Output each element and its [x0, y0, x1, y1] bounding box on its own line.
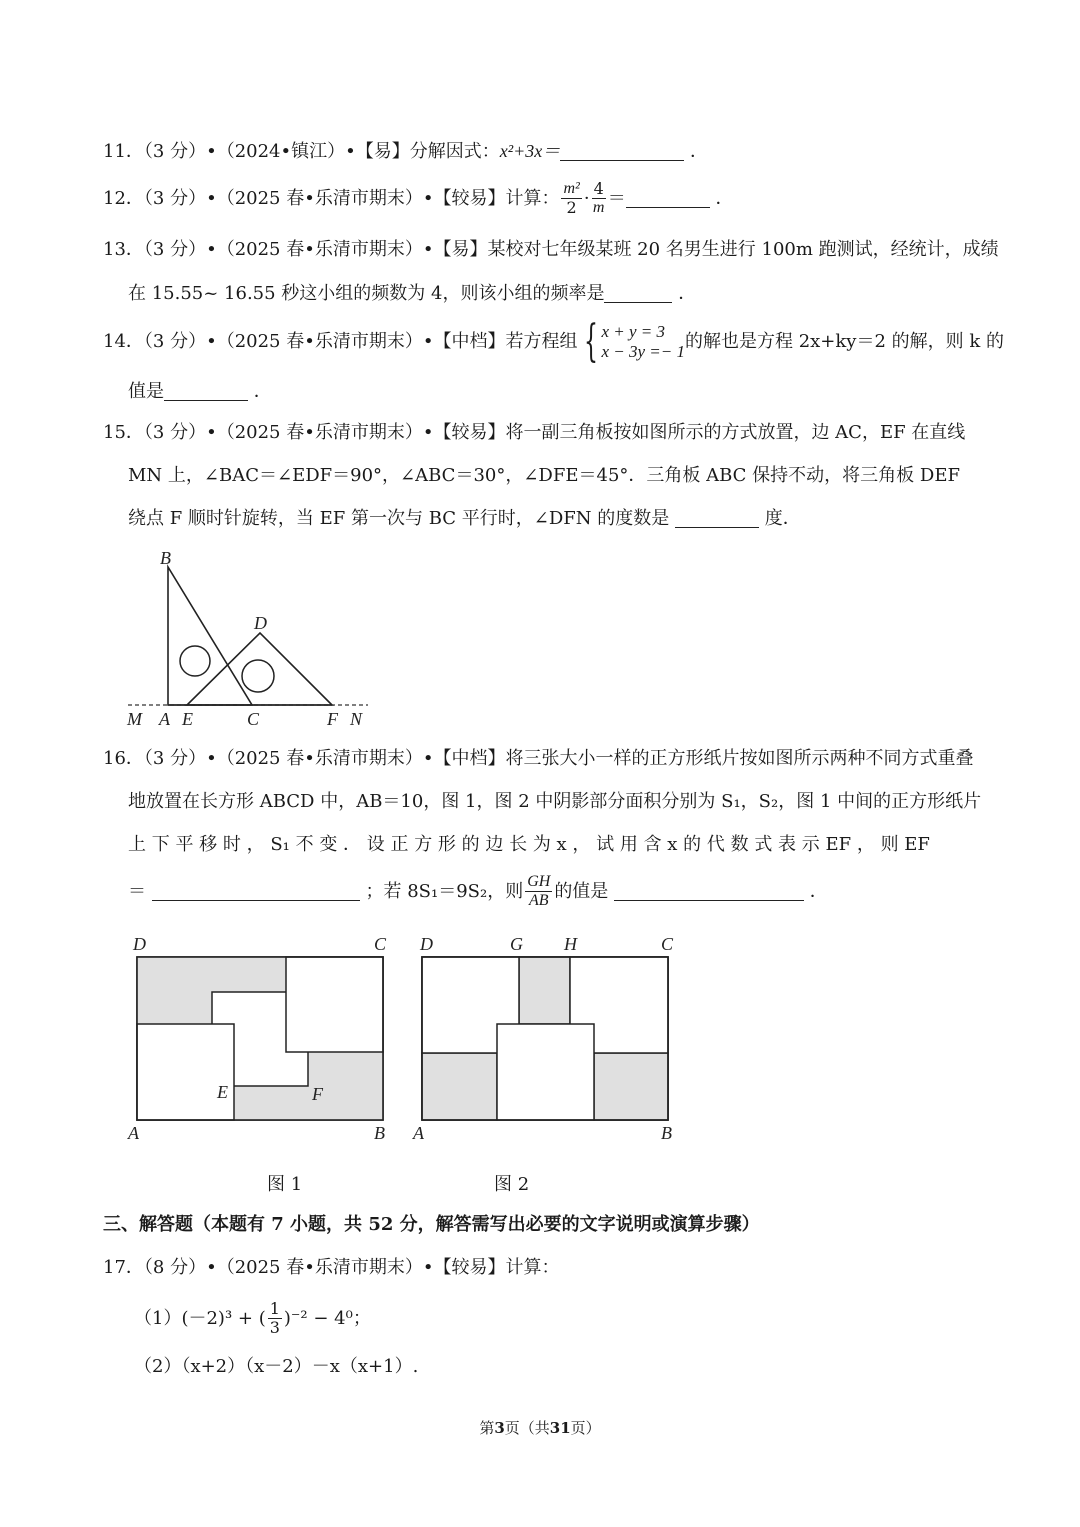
- label-e: E: [182, 709, 193, 729]
- q16-answer-blank-2[interactable]: [614, 882, 804, 901]
- question-12: [103, 180, 733, 218]
- fig2-label-g: G: [510, 934, 523, 954]
- q14-answer-blank[interactable]: [164, 382, 248, 401]
- q16-line2: 地放置在长方形 ABCD 中，AB＝10，图 1，图 2 中阴影部分面积分别为 S₁，S₂，图 1 中间的正方形纸片: [128, 791, 982, 812]
- page-total: 31: [549, 1419, 571, 1437]
- q15-answer-blank[interactable]: [675, 509, 759, 528]
- label-c: C: [247, 709, 260, 729]
- label-m: M: [127, 709, 142, 729]
- label-b: B: [160, 548, 171, 568]
- q16-fraction: $\frac{GH}{AB}$: [527, 873, 551, 910]
- q13-line1: 13．（3 分）•（2025 春•乐清市期末）•【易】某校对七年级某班 20 名男生进行 100m 跑测试，经统计，成绩: [103, 239, 999, 260]
- label-f: F: [327, 709, 338, 729]
- q12-fraction-2: $\frac{4}{m}$: [592, 179, 605, 217]
- q15-line1: 15．（3 分）•（2025 春•乐清市期末）•【较易】将一副三角板按如图所示的方式放置，边 AC，EF 在直线: [103, 422, 966, 443]
- fig1-label-f: F: [312, 1084, 323, 1104]
- triangle-abc: [168, 567, 252, 705]
- q14-equation-system: { x + y = 3 x − 3y =− 1: [584, 316, 685, 367]
- fig1-label-d: D: [133, 934, 146, 954]
- q15-line2: MN 上，∠BAC＝∠EDF＝90°，∠ABC＝30°，∠DFE＝45°．三角板 ABC 保持不动，将三角板 DEF: [128, 465, 960, 486]
- q12-prefix: 12．（3 分）•（2025 春•乐清市期末）•【较易】计算：: [103, 187, 560, 209]
- q17-prefix: 17．（8 分）•（2025 春•乐清市期末）•【较易】计算：: [103, 1257, 560, 1278]
- fig2-label-a: A: [413, 1123, 424, 1143]
- label-d: D: [254, 613, 267, 633]
- figure-2-caption: 图 2: [494, 1174, 530, 1195]
- fig1-label-a: A: [128, 1123, 139, 1143]
- page-number: 3: [494, 1419, 505, 1437]
- label-a: A: [159, 709, 170, 729]
- label-n: N: [350, 709, 363, 729]
- q12-equals: ＝: [607, 187, 626, 209]
- fig1-label-e: E: [217, 1082, 228, 1102]
- fig2-label-c: C: [661, 934, 674, 954]
- triangle-figure: [120, 545, 380, 730]
- q12-answer-blank[interactable]: [626, 189, 710, 208]
- q11-prefix: 11．（3 分）•（2024•镇江）•【易】分解因式：: [103, 141, 500, 162]
- fig1-label-b: B: [374, 1123, 385, 1143]
- q15-line3: 绕点 F 顺时针旋转，当 EF 第一次与 BC 平行时，∠DFN 的度数是 度．: [128, 508, 801, 529]
- q16-answer-blank-1[interactable]: [152, 882, 360, 901]
- fig2-label-h: H: [564, 934, 577, 954]
- fig2-label-d: D: [420, 934, 433, 954]
- fig2-label-b: B: [661, 1123, 672, 1143]
- q16-line4: ＝ ；若 8S₁＝9S₂，则 $\frac{GH}{AB}$ 的值是 ．: [128, 873, 828, 910]
- figure-1: [125, 930, 395, 1145]
- q17-fraction: $\frac{1}{3}$: [269, 1299, 280, 1338]
- triangle-def: [187, 633, 332, 705]
- q12-fraction-1: $\frac{\text{m²}}{2}$: [563, 180, 580, 218]
- q14-prefix: 14．（3 分）•（2025 春•乐清市期末）•【中档】若方程组: [103, 331, 578, 352]
- q12-end: ．: [715, 187, 734, 209]
- q12-dot: ·: [583, 187, 590, 209]
- left-square: [137, 1024, 234, 1120]
- figure-1-caption: 图 1: [267, 1174, 303, 1195]
- q11-end: ．: [690, 141, 709, 162]
- q13-line2: 在 15.55~ 16.55 秒这小组的频数为 4，则该小组的频率是 ．: [128, 283, 697, 304]
- question-14: [103, 316, 1004, 367]
- q13-answer-blank[interactable]: [604, 284, 672, 303]
- q11-expr: x²+3x＝: [499, 141, 561, 161]
- q16-line3: 上 下 平 移 时 ， S₁ 不 变 ． 设 正 方 形 的 边 长 为 x ， 试 用 含 x 的 代 数 式 表 示 EF ， 则 EF: [128, 834, 930, 855]
- section-3-heading: 三、解答题（本题有 7 小题，共 52 分，解答需写出必要的文字说明或演算步骤）: [103, 1214, 760, 1235]
- fig1-label-c: C: [374, 934, 387, 954]
- right-square: [286, 957, 383, 1052]
- figure-2: [410, 930, 680, 1145]
- q14-line2: 值是 ．: [128, 381, 272, 402]
- q11-answer-blank[interactable]: [560, 142, 684, 161]
- q16-line1: 16．（3 分）•（2025 春•乐清市期末）•【中档】将三张大小一样的正方形纸片按如图所示两种不同方式重叠: [103, 748, 974, 769]
- question-11: [103, 142, 708, 161]
- q14-suffix: 的解也是方程 2x+ky＝2 的解，则 k 的: [684, 331, 1004, 352]
- page-footer: 第3页（共31页）: [479, 1419, 601, 1437]
- bottom-square-2: [497, 1024, 594, 1120]
- q17-part1: （1）(－2)³ + ( $\frac{1}{3}$ )⁻² − 4⁰；: [134, 1299, 371, 1338]
- q17-part2: （2）（x+2）（x－2）－x（x+1）.: [134, 1356, 419, 1377]
